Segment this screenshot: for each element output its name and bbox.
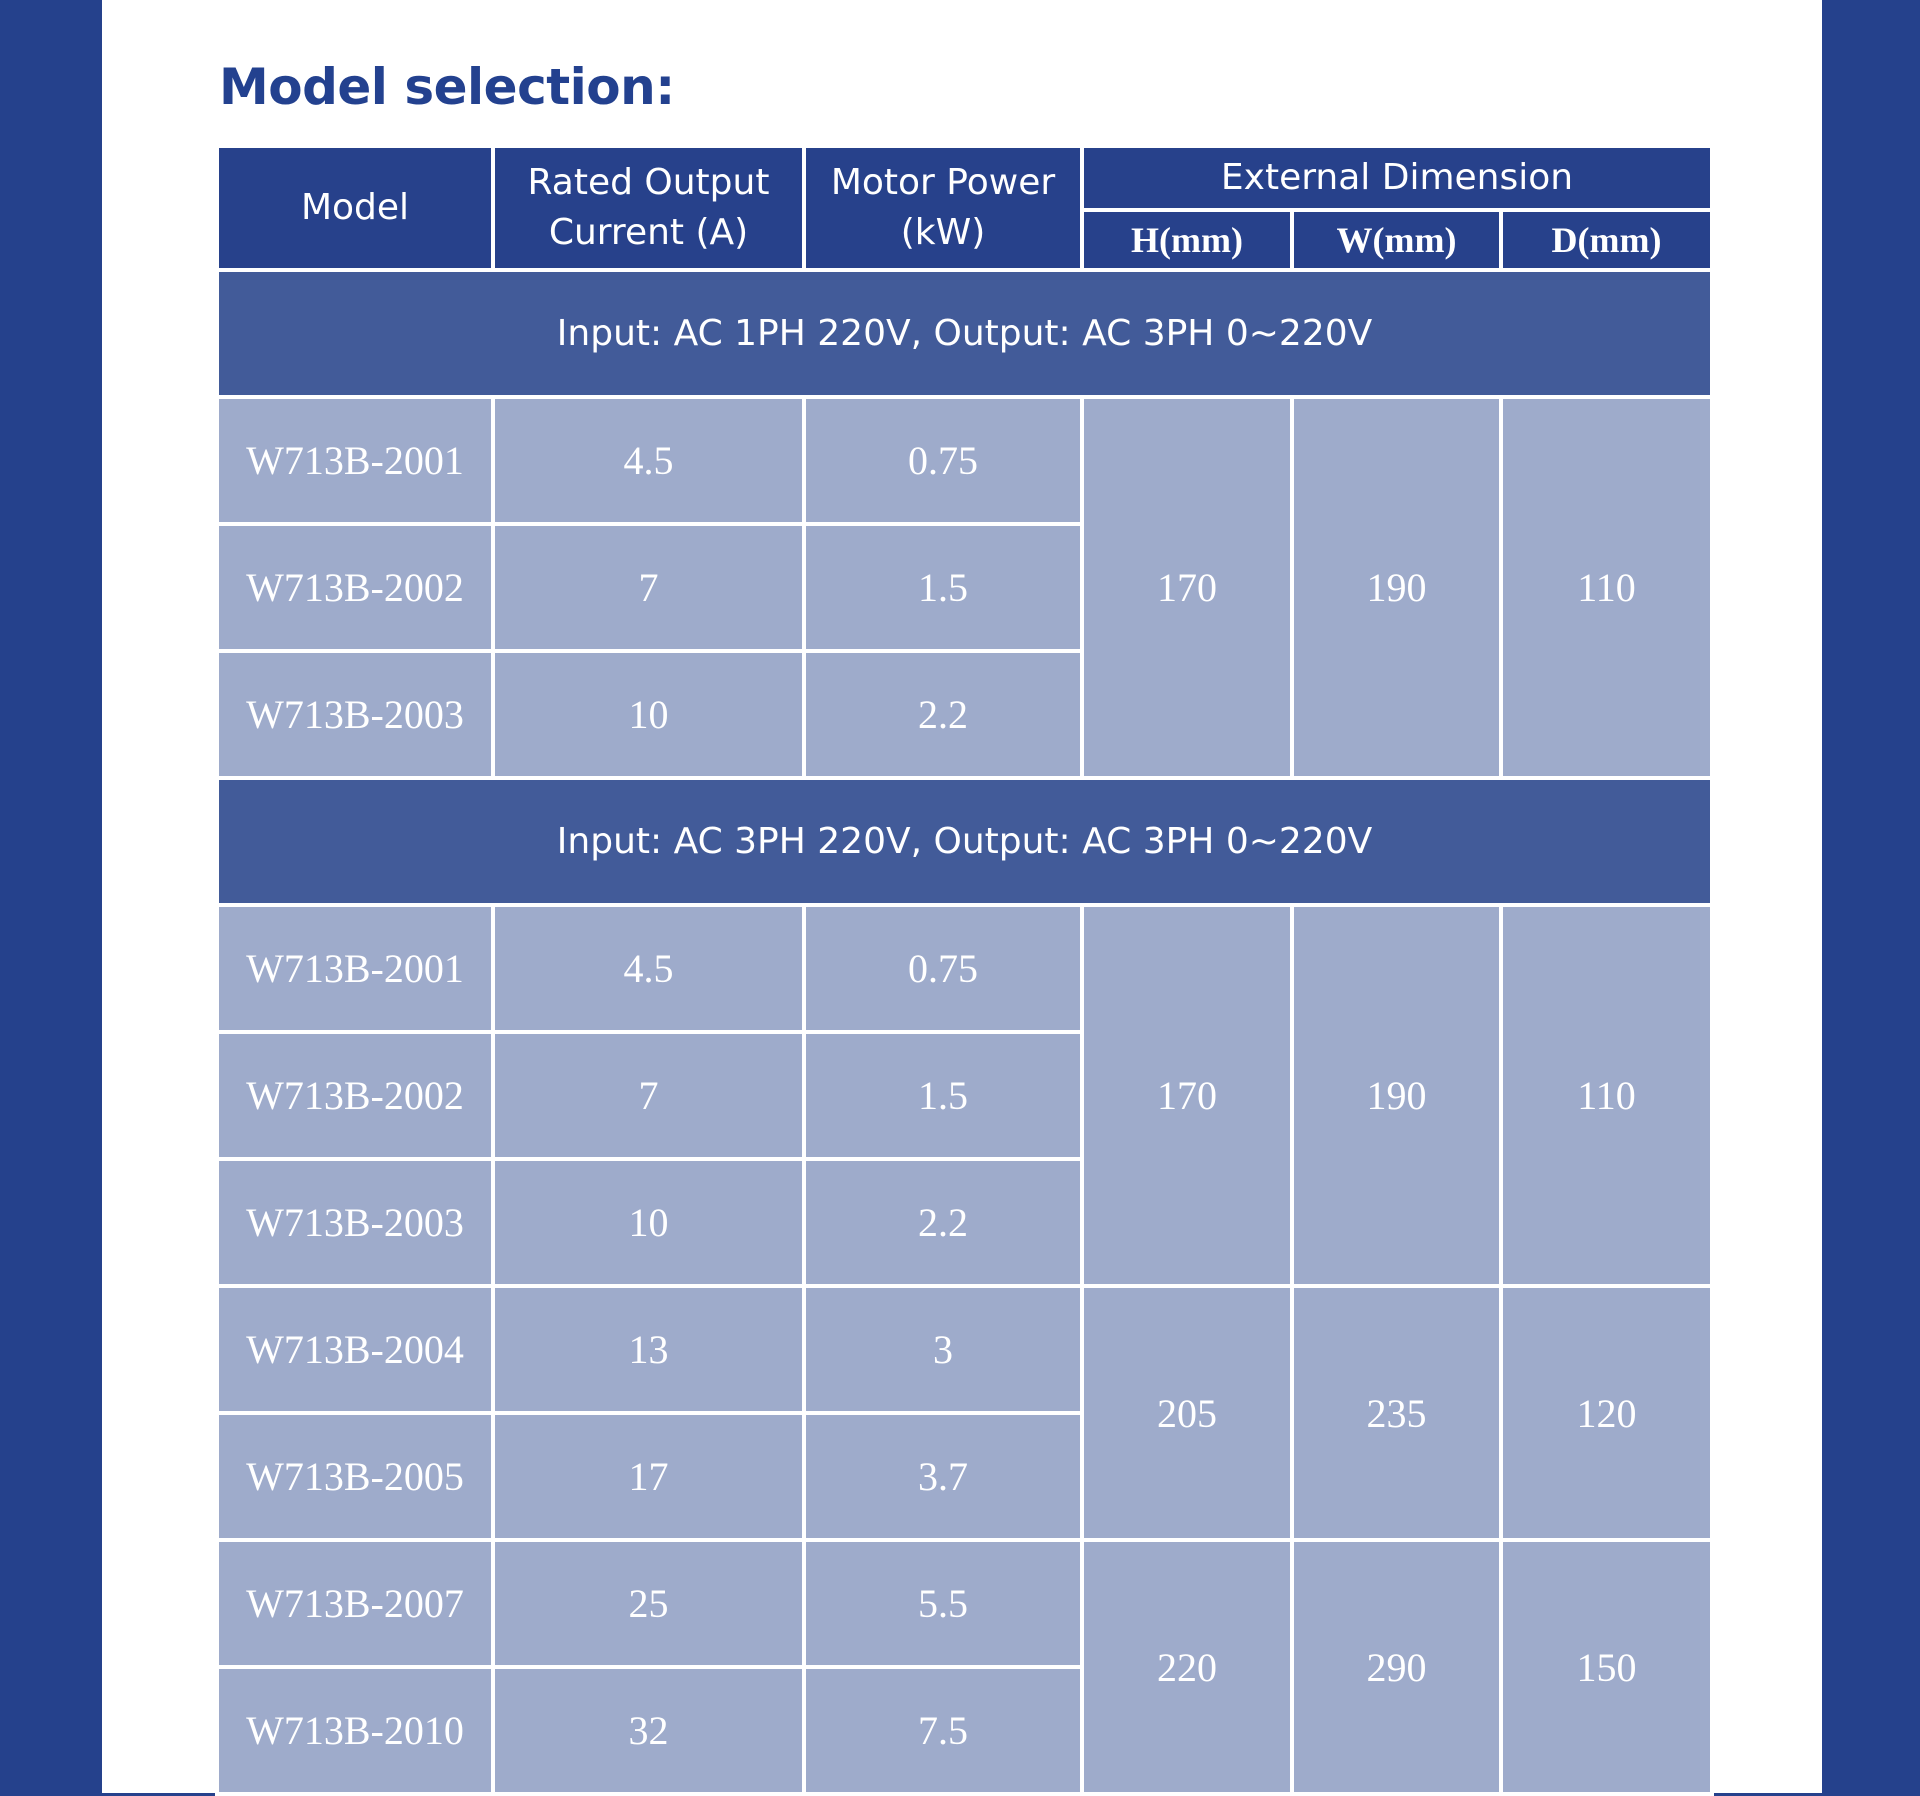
model-cell: W713B-2010 xyxy=(217,1667,493,1794)
header-row xyxy=(217,146,1712,210)
height-cell: 170 xyxy=(1082,905,1292,1286)
height-cell: 170 xyxy=(1082,397,1292,778)
model-cell: W713B-2003 xyxy=(217,1159,493,1286)
height-cell: 205 xyxy=(1082,1286,1292,1540)
power-cell: 1.5 xyxy=(804,524,1082,651)
current-cell: 7 xyxy=(493,1032,804,1159)
current-cell: 4.5 xyxy=(493,905,804,1032)
group-label: Input: AC 1PH 220V, Output: AC 3PH 0~220V xyxy=(217,270,1712,397)
header-external-dimension: External Dimension xyxy=(1082,146,1712,210)
current-cell: 10 xyxy=(493,1159,804,1286)
group-row xyxy=(217,778,1712,905)
header-motor-power: Motor Power (kW) xyxy=(804,146,1082,270)
power-cell: 5.5 xyxy=(804,1540,1082,1667)
model-cell: W713B-2007 xyxy=(217,1540,493,1667)
model-cell: W713B-2004 xyxy=(217,1286,493,1413)
power-cell: 0.75 xyxy=(804,905,1082,1032)
depth-cell: 110 xyxy=(1501,397,1712,778)
header-w: W(mm) xyxy=(1292,210,1501,270)
power-cell: 2.2 xyxy=(804,651,1082,778)
power-cell: 2.2 xyxy=(804,1159,1082,1286)
page-title: Model selection: xyxy=(219,58,675,116)
model-cell: W713B-2005 xyxy=(217,1413,493,1540)
table-row xyxy=(217,1286,1712,1413)
current-cell: 4.5 xyxy=(493,397,804,524)
content-panel xyxy=(102,0,1822,1793)
table-row xyxy=(217,905,1712,1032)
model-cell: W713B-2002 xyxy=(217,1032,493,1159)
current-cell: 32 xyxy=(493,1667,804,1794)
power-cell: 3.7 xyxy=(804,1413,1082,1540)
width-cell: 190 xyxy=(1292,397,1501,778)
depth-cell: 110 xyxy=(1501,905,1712,1286)
current-cell: 7 xyxy=(493,524,804,651)
width-cell: 190 xyxy=(1292,905,1501,1286)
power-cell: 3 xyxy=(804,1286,1082,1413)
depth-cell: 120 xyxy=(1501,1286,1712,1540)
depth-cell: 150 xyxy=(1501,1540,1712,1794)
current-cell: 13 xyxy=(493,1286,804,1413)
power-cell: 1.5 xyxy=(804,1032,1082,1159)
current-cell: 17 xyxy=(493,1413,804,1540)
header-h: H(mm) xyxy=(1082,210,1292,270)
height-cell: 220 xyxy=(1082,1540,1292,1794)
model-cell: W713B-2001 xyxy=(217,397,493,524)
header-d: D(mm) xyxy=(1501,210,1712,270)
model-cell: W713B-2003 xyxy=(217,651,493,778)
model-cell: W713B-2002 xyxy=(217,524,493,651)
width-cell: 290 xyxy=(1292,1540,1501,1794)
current-cell: 25 xyxy=(493,1540,804,1667)
table-row xyxy=(217,397,1712,524)
model-cell: W713B-2001 xyxy=(217,905,493,1032)
power-cell: 0.75 xyxy=(804,397,1082,524)
table-row xyxy=(217,1540,1712,1667)
header-model: Model xyxy=(217,146,493,270)
header-rated-output-current: Rated Output Current (A) xyxy=(493,146,804,270)
current-cell: 10 xyxy=(493,651,804,778)
width-cell: 235 xyxy=(1292,1286,1501,1540)
model-selection-table xyxy=(215,144,1714,1796)
power-cell: 7.5 xyxy=(804,1667,1082,1794)
group-row xyxy=(217,270,1712,397)
group-label: Input: AC 3PH 220V, Output: AC 3PH 0~220V xyxy=(217,778,1712,905)
